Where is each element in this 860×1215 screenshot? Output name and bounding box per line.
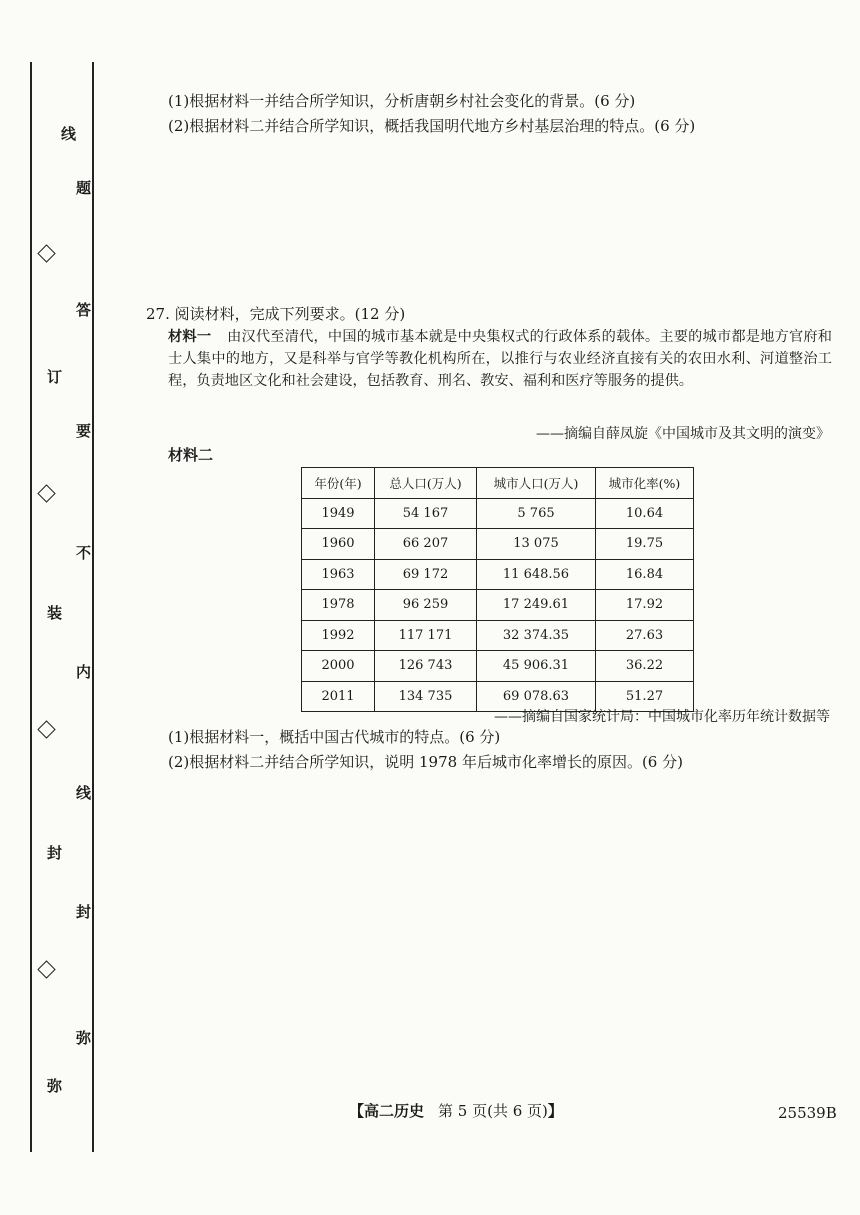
cell-year: 1949 [302, 498, 375, 529]
cell-total: 69 172 [375, 559, 477, 590]
table-row [302, 651, 694, 682]
header-urban-population: 城市人口(万人) [477, 468, 596, 499]
margin-char: 封 [76, 903, 92, 921]
margin-char: 订 [47, 368, 63, 386]
material-1-label: 材料一 [168, 329, 212, 345]
page-footer [349, 1100, 563, 1121]
material-1 [168, 326, 832, 392]
margin-rule-left [30, 62, 32, 1152]
cell-year: 1992 [302, 620, 375, 651]
cell-year: 1960 [302, 529, 375, 560]
material-2-label: 材料二 [168, 446, 214, 464]
margin-char: 弥 [76, 1029, 92, 1047]
margin-rule-right [92, 62, 94, 1152]
footer-bracket-open: 【 [349, 1102, 365, 1120]
header-urbanization-rate: 城市化率(%) [596, 468, 694, 499]
margin-char: 不 [76, 544, 92, 562]
margin-char: 弥 [47, 1077, 63, 1095]
margin-char: 内 [76, 663, 92, 681]
cell-year: 1978 [302, 590, 375, 621]
question-27-title: 27. 阅读材料，完成下列要求。(12 分) [146, 305, 406, 323]
question-27-part-2: (2)根据材料二并结合所学知识，说明 1978 年后城市化率增长的原因。(6 分) [168, 753, 683, 771]
table-header-row [302, 468, 694, 499]
cell-year: 1963 [302, 559, 375, 590]
cell-total: 117 171 [375, 620, 477, 651]
urbanization-table [301, 467, 694, 712]
margin-char: 要 [76, 422, 92, 440]
cell-total: 66 207 [375, 529, 477, 560]
cell-urban: 11 648.56 [477, 559, 596, 590]
header-year: 年份(年) [302, 468, 375, 499]
margin-char: 线 [61, 125, 77, 143]
table-row [302, 498, 694, 529]
margin-diamond [37, 244, 55, 262]
footer-page-number: 第 5 页(共 6 页) [438, 1102, 548, 1120]
prev-question-2: (2)根据材料二并结合所学知识，概括我国明代地方乡村基层治理的特点。(6 分) [168, 117, 696, 135]
margin-char: 封 [47, 844, 63, 862]
cell-urban: 17 249.61 [477, 590, 596, 621]
cell-rate: 51.27 [596, 681, 694, 712]
material-1-text: 由汉代至清代，中国的城市基本就是中央集权式的行政体系的载体。主要的城市都是地方官府和士人集中的地方，又是科举与官学等教化机构所在，以推行与农业经济直接有关的农田水利、河道整治工程，负责地区文化和社会建设，包括教育、刑名、教安、福利和医疗等服务的提供。 [168, 329, 832, 389]
cell-year: 2000 [302, 651, 375, 682]
material-2-source: ——摘编自国家统计局：中国城市化率历年统计数据等 [494, 709, 830, 725]
margin-char: 答 [76, 301, 92, 319]
margin-char: 线 [76, 784, 92, 802]
margin-char: 装 [47, 604, 63, 622]
cell-urban: 13 075 [477, 529, 596, 560]
margin-diamond [37, 720, 55, 738]
cell-total: 126 743 [375, 651, 477, 682]
material-1-source: ——摘编自薛凤旋《中国城市及其文明的演变》 [536, 426, 830, 442]
cell-total: 96 259 [375, 590, 477, 621]
cell-total: 54 167 [375, 498, 477, 529]
cell-urban: 69 078.63 [477, 681, 596, 712]
exam-code: 25539B [778, 1104, 837, 1122]
prev-question-1: (1)根据材料一并结合所学知识，分析唐朝乡村社会变化的背景。(6 分) [168, 92, 636, 110]
margin-diamond [37, 960, 55, 978]
margin-diamond [37, 484, 55, 502]
margin-char: 题 [76, 179, 92, 197]
footer-bracket-close: 】 [547, 1102, 563, 1120]
cell-rate: 17.92 [596, 590, 694, 621]
cell-year: 2011 [302, 681, 375, 712]
cell-rate: 36.22 [596, 651, 694, 682]
cell-rate: 19.75 [596, 529, 694, 560]
cell-urban: 32 374.35 [477, 620, 596, 651]
cell-rate: 27.63 [596, 620, 694, 651]
table-row [302, 590, 694, 621]
question-27-part-1: (1)根据材料一，概括中国古代城市的特点。(6 分) [168, 728, 501, 746]
table-row [302, 529, 694, 560]
cell-urban: 45 906.31 [477, 651, 596, 682]
cell-total: 134 735 [375, 681, 477, 712]
header-total-population: 总人口(万人) [375, 468, 477, 499]
cell-rate: 16.84 [596, 559, 694, 590]
footer-subject: 高二历史 [364, 1102, 425, 1120]
cell-rate: 10.64 [596, 498, 694, 529]
table-row [302, 620, 694, 651]
table-row [302, 559, 694, 590]
cell-urban: 5 765 [477, 498, 596, 529]
